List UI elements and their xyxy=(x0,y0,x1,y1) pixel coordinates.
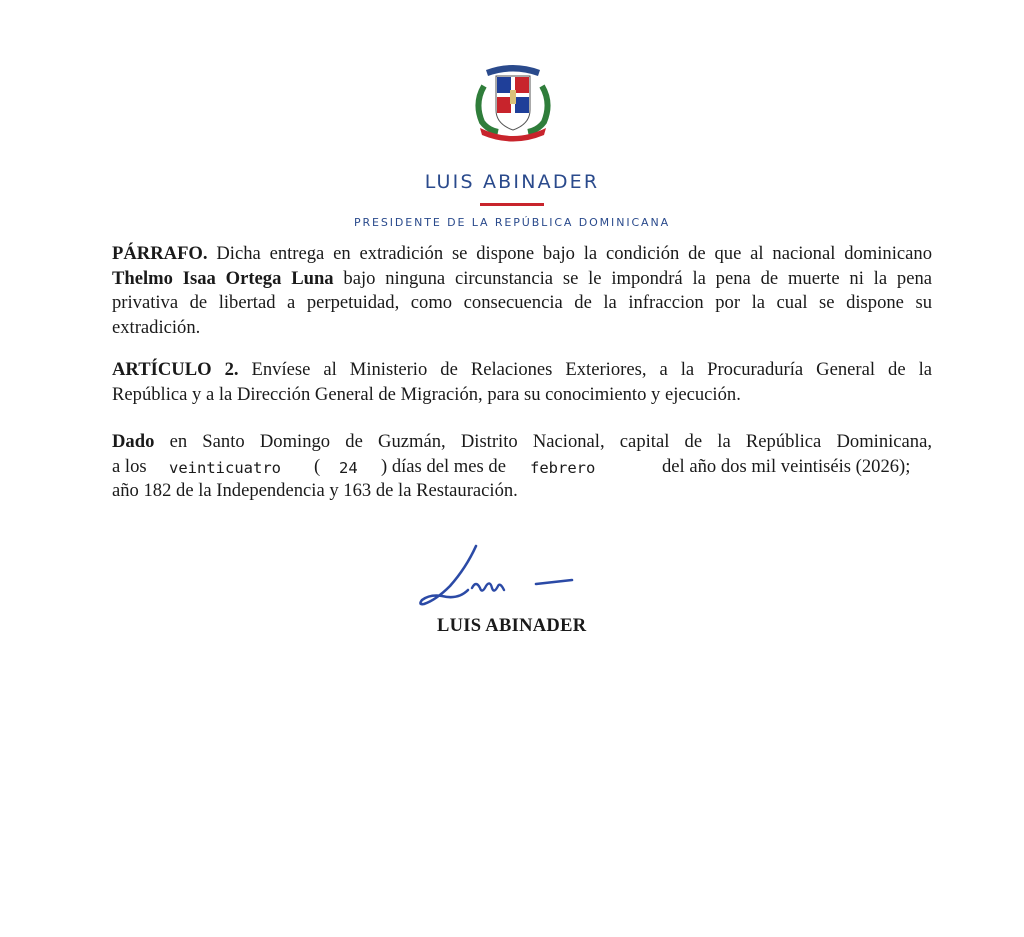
day-number: 24 xyxy=(339,458,358,477)
paragraph-text: en Santo Domingo de Guzmán, Distrito Nacional, capital de la República Dominicana, xyxy=(154,431,932,452)
extradited-person-name: Thelmo Isaa Ortega Luna xyxy=(112,267,334,289)
month-name: febrero xyxy=(530,458,596,477)
paragraph-label: PÁRRAFO. xyxy=(112,243,208,264)
paragraph-articulo-2 xyxy=(112,358,932,407)
paragraph-text: Envíese al Ministerio de Relaciones Exteriores, a la Procuraduría General de la xyxy=(238,359,932,380)
paragraph-text: República y a la Dirección General de Migración, para su conocimiento y ejecución. xyxy=(112,383,741,405)
paragraph-parrafo xyxy=(112,242,932,340)
year-text: del año dos mil veintiséis (2026); xyxy=(662,455,911,477)
dado-label: Dado xyxy=(112,431,155,452)
date-line xyxy=(112,455,932,480)
handwritten-signature-icon xyxy=(408,538,588,618)
paragraph-text: bajo ninguna circunstancia se le impondrá la pena de muerte ni la pena xyxy=(333,267,933,289)
paragraph-text: extradición. xyxy=(112,316,201,338)
paragraph-text: privativa de libertad a perpetuidad, como consecuencia de la infraccion por la cual se dispone su xyxy=(112,292,932,313)
days-of-month-text: ) días del mes de xyxy=(381,455,506,477)
paragraph-text: año 182 de la Independencia y 163 de la Restauración. xyxy=(112,480,518,501)
date-prefix: a los xyxy=(112,455,147,477)
signer-name: LUIS ABINADER xyxy=(437,616,587,636)
divider-rule xyxy=(480,203,544,206)
article-label: ARTÍCULO 2. xyxy=(112,359,239,380)
paragraph-text: Dicha entrega en extradición se dispone bajo la condición de que al nacional dominicano xyxy=(207,243,932,264)
coat-of-arms-icon xyxy=(466,58,560,144)
president-name: LUIS ABINADER xyxy=(424,171,600,193)
day-in-words: veinticuatro xyxy=(169,458,281,477)
open-paren: ( xyxy=(314,455,321,477)
president-title: PRESIDENTE DE LA REPÚBLICA DOMINICANA xyxy=(353,216,671,229)
paragraph-dado xyxy=(112,430,932,504)
